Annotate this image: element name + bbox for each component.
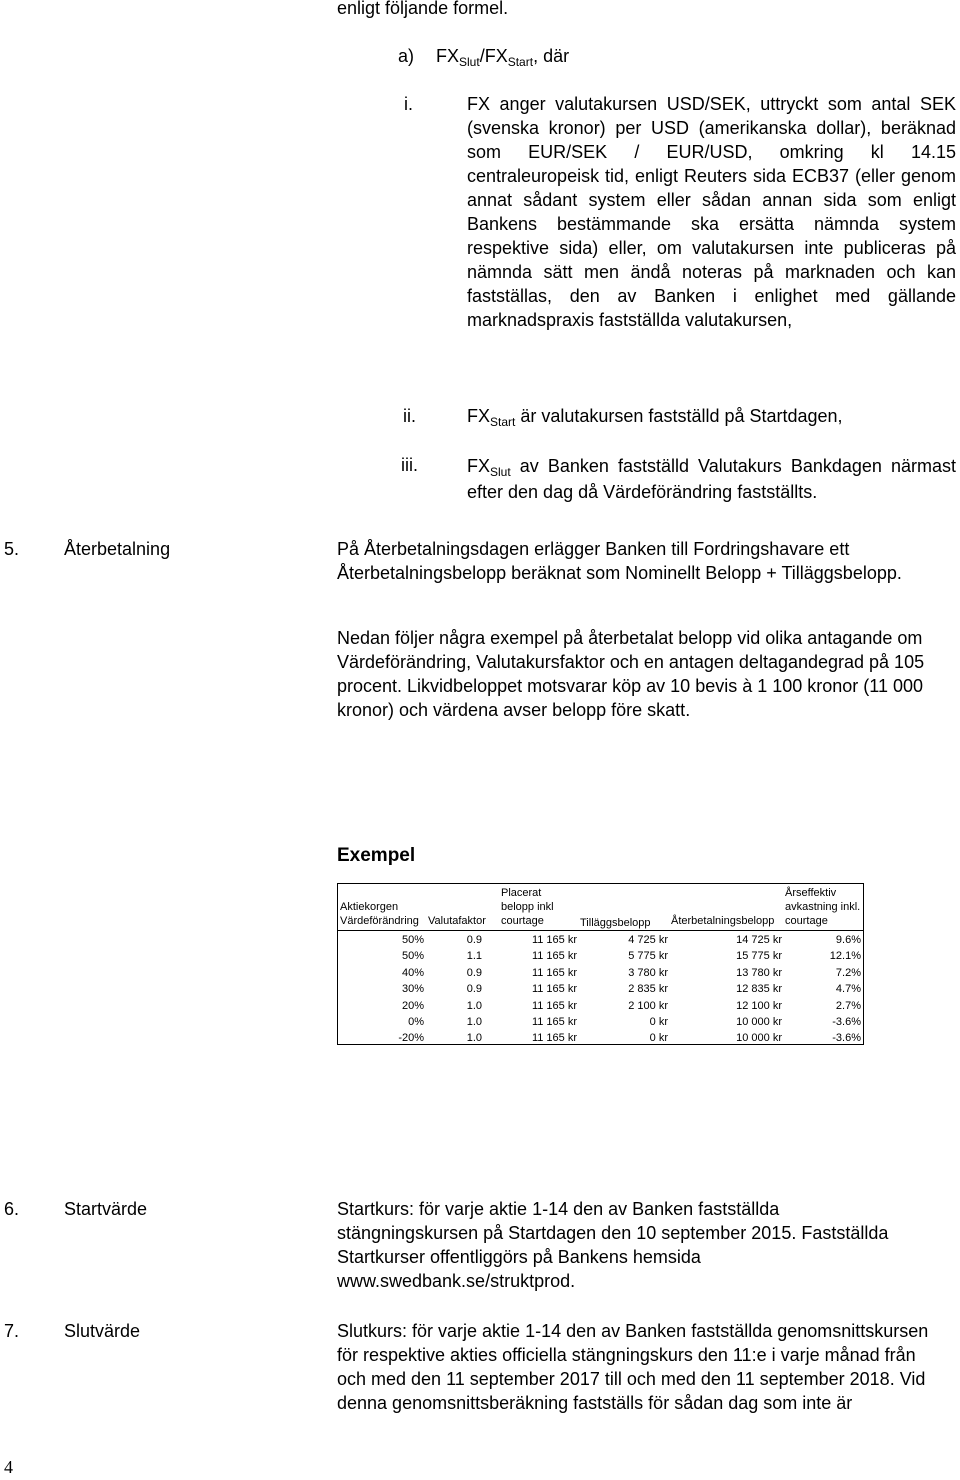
page-number: 4: [4, 1457, 13, 1477]
cell-repayment: 10 000 kr: [736, 1032, 782, 1045]
header-col2: Valutafaktor: [428, 915, 486, 927]
item-text-ii: $FX_{Start}$ är valutakursen fastställd på Startdagen,: [467, 406, 843, 429]
cell-repayment: 10 000 kr: [736, 1016, 782, 1028]
cell-invested: 11 165 kr: [531, 999, 577, 1012]
section-6-heading: Startvärde: [64, 1199, 148, 1219]
cell-annual-return: 2.7%: [835, 999, 861, 1012]
cell-annual-return: -3.6%: [832, 1016, 861, 1028]
section-5-para2: Nedan följer några exempel på återbetalat belopp vid olika antagande om Värdeförändring, Valutakursfaktor och en antagen deltagandegrad på 105 procent. Likvidbeloppet motsvarar köp av 10 bevis à 1 100 kronor (11 000 kronor) och värdena avser belopp före skatt.: [337, 628, 925, 720]
cell-fx-factor: 1.0: [466, 1032, 482, 1045]
cell-additional: 2 100 kr: [628, 999, 668, 1012]
section-5-number: 5.: [4, 539, 20, 559]
cell-value-change: 30%: [401, 983, 424, 996]
example-table: [337, 883, 864, 1045]
cell-fx-factor: 1.1: [466, 950, 482, 963]
header-divider: [338, 930, 863, 931]
cell-annual-return: 4.7%: [835, 983, 861, 996]
table-row: [338, 1031, 863, 1047]
formula-label: a): [398, 46, 415, 66]
section-6-number: 6.: [4, 1199, 20, 1219]
table-row: [338, 933, 863, 949]
cell-value-change: 20%: [401, 999, 424, 1012]
header-col3-line1: Placerat: [501, 887, 542, 899]
cell-additional: 0 kr: [649, 1016, 668, 1028]
section-7-text: Slutkurs: för varje aktie 1-14 den av Banken fastställda genomsnittskursen för respektive akties officiella stängningskurs den 11:e i varje månad från och med den 11 september 2017 till och med den 11 september 2018. Vid denna genomsnittsberäkning fastställs för sådan dag som inte är: [337, 1321, 929, 1413]
section-7-heading: Slutvärde: [64, 1321, 141, 1341]
table-row: [338, 982, 863, 998]
item-text-iii: $FX_{Slut}$ av Banken fastställd Valutakurs Bankdagen närmast efter den dag då Värdeförändring fastställts.: [467, 456, 956, 502]
header-col1-line2: Värdeförändring: [340, 915, 419, 927]
header-col6-line1: Årseffektiv: [785, 887, 837, 899]
cell-invested: 11 165 kr: [531, 1032, 577, 1045]
cell-annual-return: 12.1%: [829, 950, 861, 963]
section-6-text: Startkurs: för varje aktie 1-14 den av Banken fastställda stängningskursen på Startdagen den 10 september 2015. Fastställda Startkurser offentliggörs på Bankens hemsida www.swedbank.se/struktprod.: [337, 1199, 889, 1291]
formula: $FX_{Slut}/FX_{Start}$, där: [436, 46, 570, 69]
cell-additional: 4 725 kr: [628, 934, 668, 946]
cell-annual-return: -3.6%: [832, 1032, 861, 1045]
cell-value-change: 50%: [401, 950, 424, 963]
table-header: [338, 884, 863, 930]
cell-value-change: -20%: [398, 1032, 424, 1045]
cell-value-change: 40%: [401, 966, 424, 979]
header-col1-line1: Aktiekorgen: [340, 901, 399, 913]
section-5-heading: Återbetalning: [64, 539, 171, 559]
cell-fx-factor: 0.9: [466, 983, 482, 996]
cell-additional: 0 kr: [649, 1032, 668, 1045]
table-row: [338, 966, 863, 982]
cell-invested: 11 165 kr: [531, 934, 577, 946]
cell-value-change: 50%: [401, 934, 424, 946]
cell-invested: 11 165 kr: [531, 983, 577, 996]
cell-repayment: 13 780 kr: [736, 966, 782, 979]
cell-invested: 11 165 kr: [531, 966, 577, 979]
cell-repayment: 12 100 kr: [736, 999, 782, 1012]
example-title: Exempel: [337, 845, 416, 866]
cell-repayment: 12 835 kr: [736, 983, 782, 996]
table-row: [338, 949, 863, 965]
item-text-i: FX anger valutakursen USD/SEK, uttryckt som antal SEK (svenska kronor) per USD (amerikanska dollar), beräknad som EUR/SEK / EUR/USD, omkring kl 14.15 centraleuropeisk tid, enligt Reuters sida ECB37 (eller genom annat sådant system eller sådan annan sida som enligt Bankens bestämmande ska ersätta nämnda system respektive sida) eller, om valutakursen inte publiceras på nämnda sätt men ändå noteras på marknaden och kan fastställas, den av Banken i enlighet med gällande marknadspraxis fastställda valutakursen,: [467, 94, 956, 330]
table-row: [338, 999, 863, 1015]
cell-repayment: 15 775 kr: [736, 950, 782, 963]
item-numeral-iii: iii.: [401, 455, 418, 475]
cell-fx-factor: 0.9: [466, 966, 482, 979]
cell-invested: 11 165 kr: [531, 1016, 577, 1028]
header-col4: Tilläggsbelopp: [580, 917, 651, 929]
cell-fx-factor: 1.0: [466, 1016, 482, 1028]
cell-repayment: 14 725 kr: [736, 934, 782, 946]
header-col3-line2: belopp inkl: [501, 901, 554, 913]
cell-additional: 5 775 kr: [628, 950, 668, 963]
header-col6-line2: avkastning inkl.: [785, 901, 861, 913]
header-col6-line3: courtage: [785, 915, 828, 927]
cell-additional: 3 780 kr: [628, 966, 668, 979]
cell-annual-return: 9.6%: [835, 934, 861, 946]
table-row: [338, 1015, 863, 1031]
cell-value-change: 0%: [408, 1016, 424, 1028]
cell-fx-factor: 1.0: [466, 999, 482, 1012]
header-col5: Återbetalningsbelopp: [671, 915, 775, 927]
item-numeral-i: i.: [404, 94, 413, 114]
header-col3-line3: courtage: [501, 915, 544, 927]
item-numeral-ii: ii.: [403, 406, 416, 426]
cell-annual-return: 7.2%: [835, 966, 861, 979]
section-5-para1: På Återbetalningsdagen erlägger Banken till Fordringshavare ett Återbetalningsbelopp beräknat som Nominellt Belopp + Tilläggsbelopp.: [337, 539, 902, 583]
section-7-number: 7.: [4, 1321, 20, 1341]
cell-additional: 2 835 kr: [628, 983, 668, 996]
intro-line: enligt följande formel.: [337, 0, 509, 18]
cell-fx-factor: 0.9: [466, 934, 482, 946]
cell-invested: 11 165 kr: [531, 950, 577, 963]
